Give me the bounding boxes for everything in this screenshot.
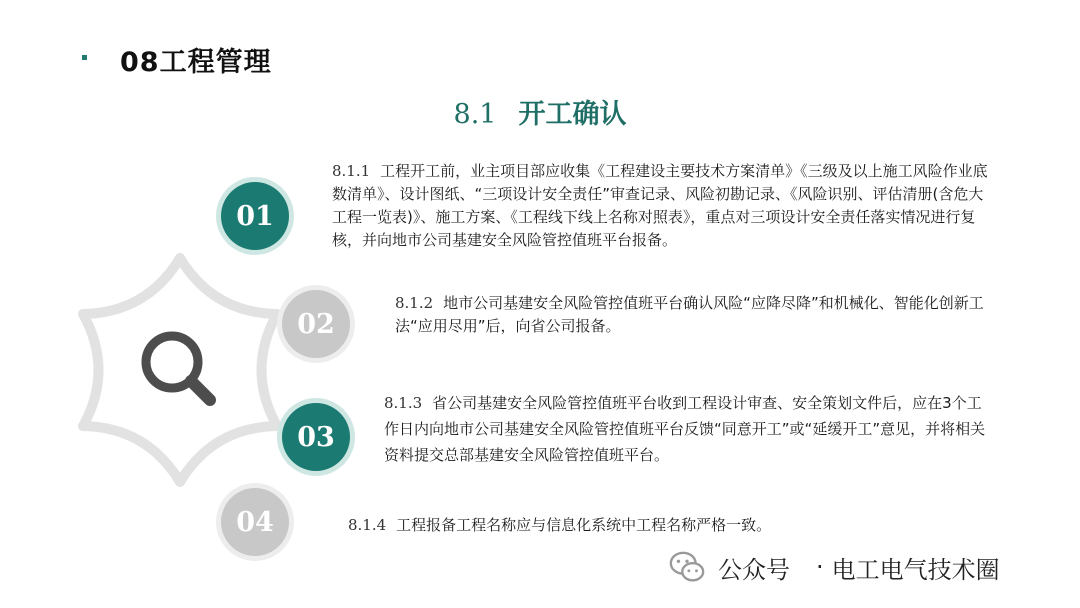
wechat-icon [668, 548, 706, 586]
title-bullet [82, 55, 87, 60]
step-text-4 [348, 514, 948, 537]
footer-account-name: 电工电气技术圈 [831, 555, 1000, 584]
subsection-title: 开工确认 [518, 99, 627, 130]
subsection-heading [0, 92, 1080, 131]
footer-watermark [668, 548, 1000, 586]
step-number: 8.1.3 [384, 394, 423, 412]
footer-separator: · [816, 553, 824, 581]
step-badge-01: 01 [221, 182, 289, 250]
section-title: 08工程管理 [120, 47, 272, 78]
step-number: 8.1.1 [332, 162, 371, 180]
step-badge-04: 04 [221, 488, 289, 556]
step-number: 8.1.2 [395, 294, 434, 312]
step-number: 8.1.4 [348, 516, 387, 534]
step-body: 工程开工前，业主项目部应收集《工程建设主要技术方案清单》《三级及以上施工风险作业底数清单》、设计图纸、“三项设计安全责任”审查记录、风险初勘记录、《风险识别、评估清册(含危大工程一览表)》、施工方案、《工程线下线上名称对照表》，重点对三项设计安全责任落实情况进行复核，并向地市公司基建安全风险管控值班平台报备。 [332, 162, 988, 249]
step-badge-02: 02 [282, 290, 350, 358]
step-body: 省公司基建安全风险管控值班平台收到工程设计审查、安全策划文件后，应在3个工作日内向地市公司基建安全风险管控值班平台反馈“同意开工”或“延缓开工”意见，并将相关资料提交总部基建安全风险管控值班平台。 [384, 394, 986, 464]
subsection-number: 8.1 [453, 99, 497, 130]
step-body: 工程报备工程名称应与信息化系统中工程名称严格一致。 [396, 516, 772, 534]
step-text-2 [395, 292, 995, 338]
step-badge-03: 03 [282, 403, 350, 471]
gear-graphic [60, 250, 300, 490]
step-text-3 [384, 390, 996, 468]
footer-account-label: 公众号 [718, 555, 790, 584]
step-text-1 [332, 160, 997, 252]
step-body: 地市公司基建安全风险管控值班平台确认风险“应降尽降”和机械化、智能化创新工法“应用尽用”后，向省公司报备。 [395, 294, 984, 335]
